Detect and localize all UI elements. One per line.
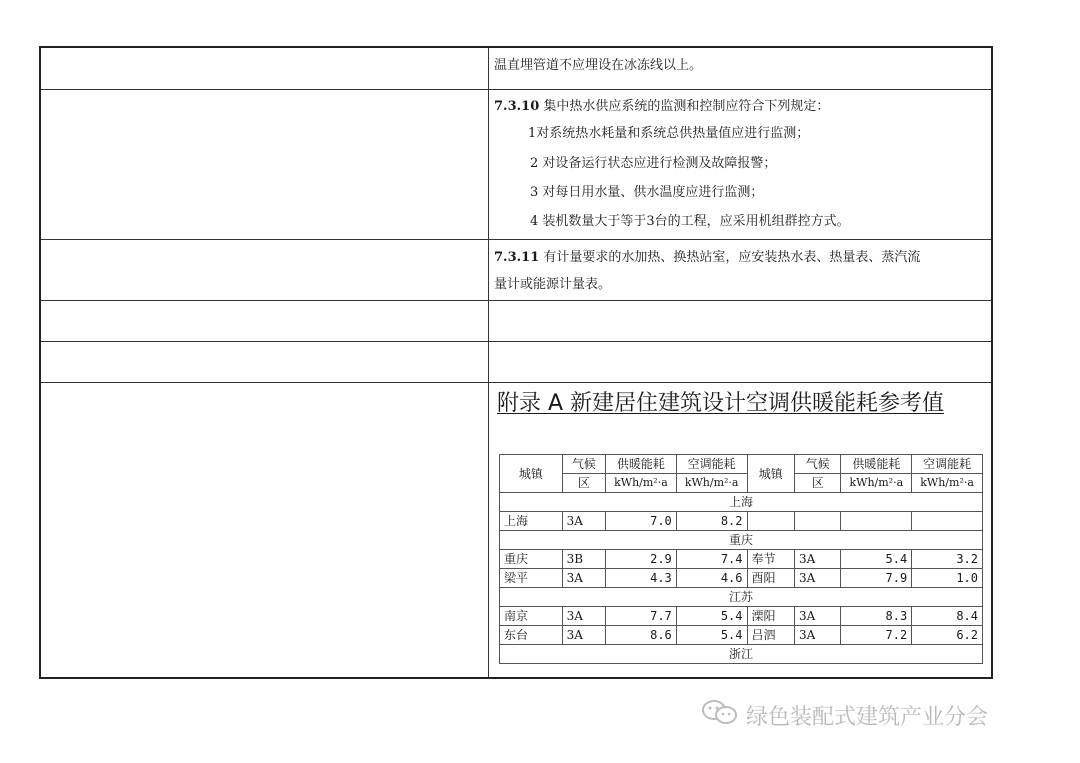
city-cell: 奉节 <box>747 550 794 569</box>
header-cooling: 空调能耗 <box>912 455 983 474</box>
province-name: 浙江 <box>500 645 983 664</box>
energy-reference-table <box>499 454 983 664</box>
city-cell: 南京 <box>500 607 563 626</box>
appendix-cell <box>494 383 985 677</box>
city-cell: 溧阳 <box>747 607 794 626</box>
column-divider <box>488 90 489 239</box>
document-table <box>39 46 993 679</box>
clause-text: 有计量要求的水加热、换热站室，应安装热水表、热量表、蒸汽流 <box>539 250 921 265</box>
province-name: 上海 <box>500 493 983 512</box>
header-row <box>500 474 983 493</box>
column-divider <box>488 301 489 341</box>
city-cell: 重庆 <box>500 550 563 569</box>
clause-text: 集中热水供应系统的监测和控制应符合下列规定： <box>539 99 830 114</box>
province-row <box>500 493 983 512</box>
zone-cell: 3A <box>562 569 605 588</box>
column-divider <box>488 383 489 677</box>
column-divider <box>488 342 489 382</box>
list-item: 4 装机数量大于等于3台的工程，应采用机组群控方式。 <box>530 214 850 229</box>
city-cell: 梁平 <box>500 569 563 588</box>
header-row <box>500 455 983 474</box>
header-zone-2: 区 <box>795 474 841 493</box>
header-cooling: 空调能耗 <box>676 455 747 474</box>
header-unit: kWh/m²·a <box>841 474 912 493</box>
province-row <box>500 531 983 550</box>
heating-cell <box>841 512 912 531</box>
clause-7-3-10 <box>494 99 829 114</box>
header-unit: kWh/m²·a <box>606 474 677 493</box>
header-city: 城镇 <box>500 455 563 493</box>
heating-cell: 4.3 <box>606 569 677 588</box>
right-cell <box>494 48 985 89</box>
heating-cell: 5.4 <box>841 550 912 569</box>
header-heating: 供暖能耗 <box>606 455 677 474</box>
cooling-cell: 1.0 <box>912 569 983 588</box>
list-item: 1对系统热水耗量和系统总供热量值应进行监测； <box>528 126 810 141</box>
heating-cell: 7.0 <box>606 512 677 531</box>
appendix-title: 附录 A 新建居住建筑设计空调供暖能耗参考值 <box>497 391 945 416</box>
city-cell <box>747 512 794 531</box>
heating-cell: 7.2 <box>841 626 912 645</box>
table-row <box>41 342 991 383</box>
zone-cell <box>795 512 841 531</box>
table-row <box>500 607 983 626</box>
province-row <box>500 588 983 607</box>
zone-cell: 3A <box>795 550 841 569</box>
province-name: 江苏 <box>500 588 983 607</box>
table-row <box>500 512 983 531</box>
cooling-cell: 7.4 <box>676 550 747 569</box>
city-cell: 上海 <box>500 512 563 531</box>
header-zone: 气候 <box>795 455 841 474</box>
cooling-cell: 8.4 <box>912 607 983 626</box>
clause-text-continued: 量计或能源计量表。 <box>494 277 612 292</box>
zone-cell: 3A <box>562 512 605 531</box>
clause-number: 7.3.10 <box>494 99 540 114</box>
heating-cell: 2.9 <box>606 550 677 569</box>
cooling-cell: 3.2 <box>912 550 983 569</box>
heating-cell: 8.3 <box>841 607 912 626</box>
header-city: 城镇 <box>747 455 794 493</box>
cooling-cell: 5.4 <box>676 626 747 645</box>
heating-cell: 7.9 <box>841 569 912 588</box>
column-divider <box>488 240 489 300</box>
province-row <box>500 645 983 664</box>
wechat-icon <box>700 698 746 732</box>
table-row <box>41 301 991 342</box>
city-cell: 吕泗 <box>747 626 794 645</box>
heating-cell: 8.6 <box>606 626 677 645</box>
cooling-cell: 4.6 <box>676 569 747 588</box>
table-row <box>41 90 991 240</box>
clause-number: 7.3.11 <box>494 250 540 265</box>
column-divider <box>488 48 489 89</box>
zone-cell: 3B <box>562 550 605 569</box>
table-row <box>41 48 991 90</box>
body-text: 温直埋管道不应埋设在冰冻线以上。 <box>494 58 703 73</box>
header-zone: 气候 <box>562 455 605 474</box>
table-row <box>41 383 991 677</box>
cooling-cell: 5.4 <box>676 607 747 626</box>
watermark-text: 绿色装配式建筑产业分会 <box>746 704 989 730</box>
zone-cell: 3A <box>795 626 841 645</box>
zone-cell: 3A <box>562 626 605 645</box>
zone-cell: 3A <box>795 607 841 626</box>
table-row <box>500 626 983 645</box>
cooling-cell: 6.2 <box>912 626 983 645</box>
province-name: 重庆 <box>500 531 983 550</box>
zone-cell: 3A <box>795 569 841 588</box>
header-unit: kWh/m²·a <box>676 474 747 493</box>
city-cell: 酉阳 <box>747 569 794 588</box>
zone-cell: 3A <box>562 607 605 626</box>
heating-cell: 7.7 <box>606 607 677 626</box>
table-row <box>41 240 991 301</box>
header-heating: 供暖能耗 <box>841 455 912 474</box>
watermark <box>700 700 988 730</box>
table-row <box>500 569 983 588</box>
cooling-cell: 8.2 <box>676 512 747 531</box>
cooling-cell <box>912 512 983 531</box>
city-cell: 东台 <box>500 626 563 645</box>
header-unit: kWh/m²·a <box>912 474 983 493</box>
list-item: 3 对每日用水量、供水温度应进行监测； <box>530 185 764 200</box>
table-row <box>500 550 983 569</box>
right-cell <box>494 240 985 300</box>
header-zone-2: 区 <box>562 474 605 493</box>
list-item: 2 对设备运行状态应进行检测及故障报警； <box>530 156 777 171</box>
right-cell <box>494 90 985 239</box>
clause-7-3-11 <box>494 250 920 265</box>
